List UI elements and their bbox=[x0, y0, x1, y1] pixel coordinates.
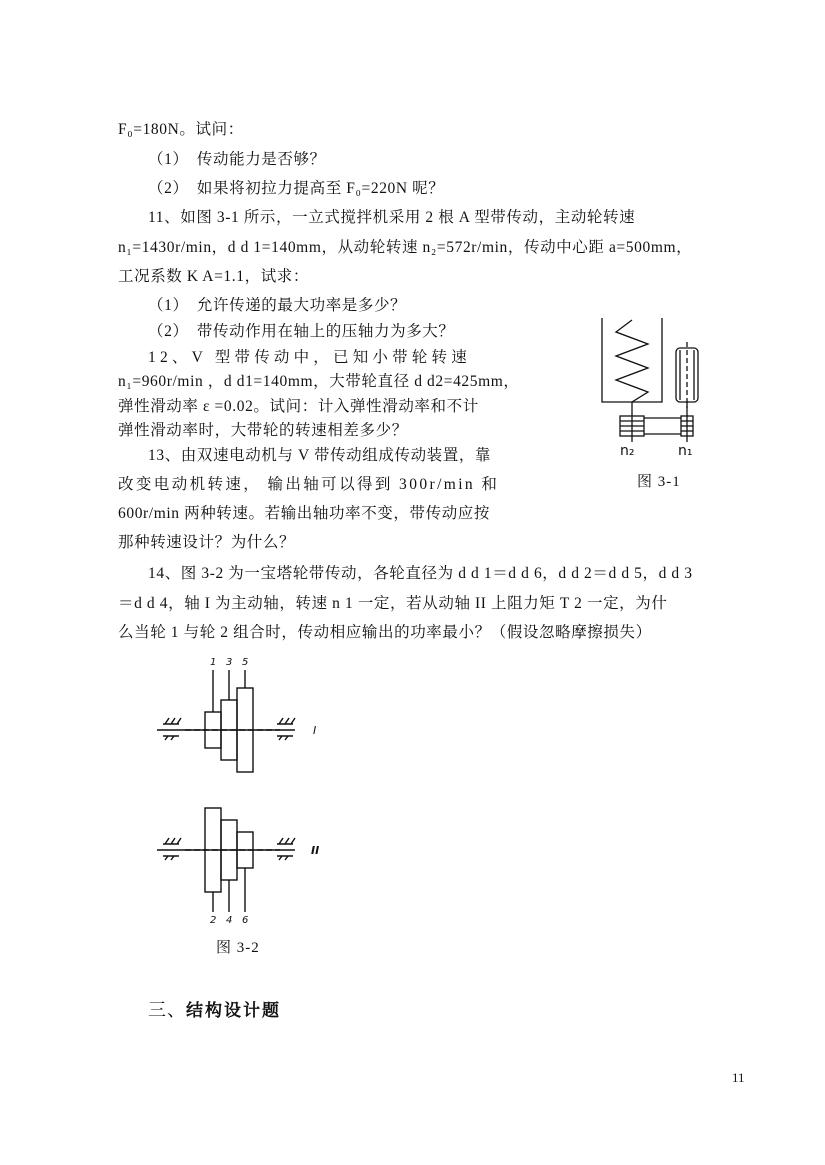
label-pulley-1: 1 bbox=[210, 657, 217, 668]
text-line-1: F₀=180N。试问： bbox=[118, 121, 244, 138]
label-shaft-II: II bbox=[311, 844, 320, 857]
section-heading bbox=[148, 996, 281, 1022]
text-line-18: ＝d d 4，轴 I 为主动轴，转速 n 1 一定，若从动轴 II 上阻力矩 T 2 一定，为什 bbox=[118, 595, 668, 612]
label-n1: n₁ bbox=[678, 443, 693, 459]
text-line-15: 600r/min 两种转速。若输出轴功率不变，带传动应按 bbox=[118, 505, 491, 522]
label-pulley-3: 3 bbox=[226, 657, 233, 668]
label-n2: n₂ bbox=[620, 443, 635, 459]
figure-3-1 bbox=[590, 310, 720, 460]
text-line-16: 那种转速设计？为什么？ bbox=[118, 534, 296, 551]
label-pulley-2: 2 bbox=[210, 915, 217, 926]
text-line-9: 12、V 型带传动中，已知小带轮转速 bbox=[148, 349, 471, 366]
figure-3-2 bbox=[145, 650, 345, 930]
figure-3-1-caption: 图 3-1 bbox=[637, 474, 681, 490]
label-pulley-4: 4 bbox=[226, 915, 233, 926]
text-line-11: 弹性滑动率 ε =0.02。试问：计入弹性滑动率和不计 bbox=[118, 398, 479, 415]
text-line-8: （2） 带传动作用在轴上的压轴力为多大？ bbox=[148, 323, 455, 340]
text-line-7: （1） 允许传递的最大功率是多少？ bbox=[148, 297, 407, 314]
text-line-17: 14、图 3-2 为一宝塔轮带传动，各轮直径为 d d 1＝d d 6，d d 2＝d d 5，d d 3 bbox=[148, 565, 693, 582]
label-shaft-I: I bbox=[313, 724, 317, 737]
section-title: 结构设计题 bbox=[186, 1001, 281, 1021]
page-number: 11 bbox=[732, 1070, 745, 1085]
text-line-6: 工况系数 K A=1.1，试求： bbox=[118, 268, 309, 285]
text-line-3: （2） 如果将初拉力提高至 F₀=220N 呢？ bbox=[148, 180, 445, 197]
text-line-19: 么当轮 1 与轮 2 组合时，传动相应输出的功率最小？（假设忽略摩擦损失） bbox=[118, 624, 652, 641]
text-line-13: 13、由双速电动机与 V 带传动组成传动装置，靠 bbox=[148, 447, 492, 464]
text-line-12: 弹性滑动率时，大带轮的转速相差多少？ bbox=[118, 422, 408, 439]
text-line-14: 改变电动机转速， 输出轴可以得到 300r/min 和 bbox=[118, 476, 500, 493]
label-pulley-6: 6 bbox=[242, 915, 249, 926]
label-pulley-5: 5 bbox=[242, 657, 249, 668]
text-line-5: n₁=1430r/min，d d 1=140mm，从动轮转速 n₂=572r/min，传动中心距 a=500mm， bbox=[118, 239, 693, 256]
section-prefix: 三、 bbox=[148, 1000, 186, 1020]
text-line-2: （1） 传动能力是否够？ bbox=[148, 151, 326, 168]
figure-3-2-caption: 图 3-2 bbox=[216, 940, 260, 956]
text-line-10: n₁=960r/min ，d d1=140mm，大带轮直径 d d2=425mm， bbox=[118, 373, 520, 390]
text-line-4: 11、如图 3-1 所示，一立式搅拌机采用 2 根 A 型带传动，主动轮转速 bbox=[148, 209, 636, 226]
